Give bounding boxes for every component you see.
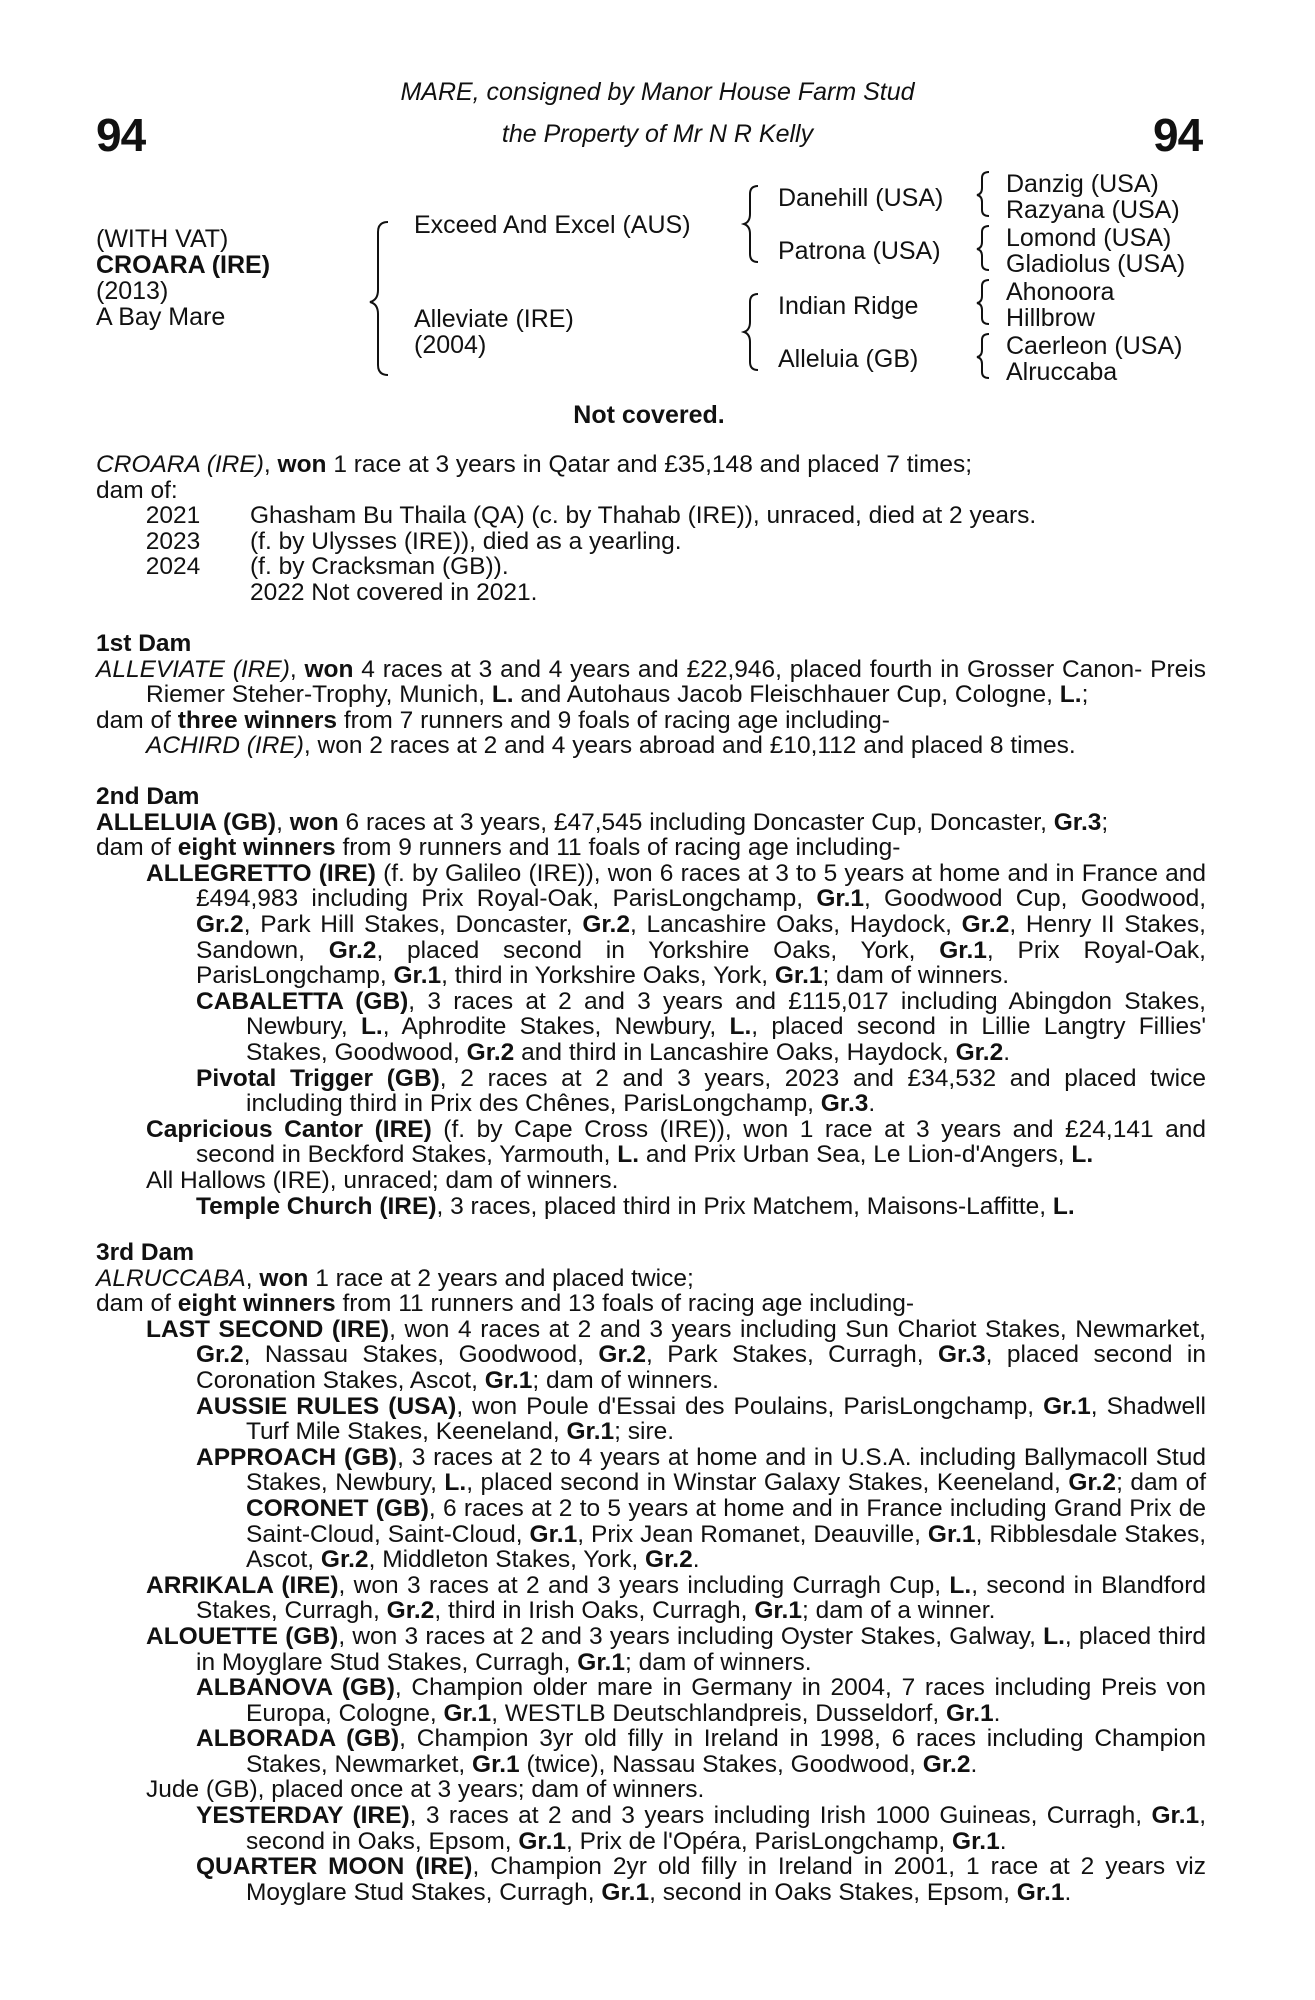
property-line: the Property of Mr N R Kelly [501, 120, 814, 148]
ped-sds: Lomond (USA) [1006, 224, 1172, 252]
brace-sire [744, 186, 758, 262]
progeny-allegretto: ALLEGRETTO (IRE) (f. by Galileo (IRE)), won 6 races at 3 to 5 years at home and in France and £494,983 including Prix Royal-Oak, ParisLongchamp, Gr.1, Goodwood Cup, Goodwood, Gr.2, Park Hill Stakes, Doncaster, Gr.2, Lancashire Oaks, Haydock, Gr.2, Henry II Stakes, Sandown, Gr.2, placed second in Yorkshire Oaks, York, Gr.1, Prix Royal-Oak, ParisLongchamp, Gr.1, third in Yorkshire Oaks, York, Gr.1; dam of winners. [146, 859, 1207, 990]
mare-name: CROARA (IRE) [96, 451, 264, 478]
progeny-all-hallows: All Hallows (IRE), unraced; dam of winners. [146, 1166, 619, 1194]
ped-sss: Danzig (USA) [1006, 170, 1159, 198]
progeny-last-second: LAST SECOND (IRE), won 4 races at 2 and 3 years including Sun Chariot Stakes, Newmarket, Gr.2, Nassau Stakes, Goodwood, Gr.2, Park Stakes, Curragh, Gr.3, placed second in Coronation Stakes, Ascot, Gr.1; dam of winners. [146, 1315, 1206, 1394]
dam-year: (2004) [414, 331, 487, 359]
mare-record-text: 1 race at 3 years in Qatar and £35,148 and placed 7 times; [326, 451, 973, 478]
progeny-yesterday: YESTERDAY (IRE), 3 races at 2 and 3 years including Irish 1000 Guineas, Curragh, Gr.1, second in Oaks, Epsom, Gr.1, Prix de l'Opéra, ParisLongchamp, Gr.1. [196, 1802, 1206, 1855]
progeny-alouette: ALOUETTE (GB), won 3 races at 2 and 3 years including Oyster Stakes, Galway, L., placed third in Moyglare Stud Stakes, Curragh, Gr.1; dam of winners. [146, 1622, 1206, 1676]
ped-sdd: Gladiolus (USA) [1006, 250, 1186, 278]
ped-dss: Ahonoora [1006, 278, 1115, 306]
sire-dam: Patrona (USA) [778, 237, 941, 265]
horse-description: A Bay Mare [96, 303, 226, 331]
progeny-temple-church: Temple Church (IRE), 3 races, placed third in Prix Matchem, Maisons-Laffitte, L. [196, 1192, 1075, 1220]
progeny-aussie-rules: AUSSIE RULES (USA), won Poule d'Essai des Poulains, ParisLongchamp, Gr.1, Shadwell Turf Mile Stakes, Keeneland, Gr.1; sire. [196, 1392, 1206, 1446]
produce-row: 2021 Ghasham Bu Thaila (QA) (c. by Thahab (IRE)), unraced, died at 2 years. [145, 502, 1037, 530]
produce-row: 2024 (f. by Cracksman (GB)). [145, 553, 509, 581]
vat-note: (WITH VAT) [96, 225, 229, 253]
progeny-quarter-moon: QUARTER MOON (IRE), Champion 2yr old filly in Ireland in 2001, 1 race at 2 years viz Moyglare Stud Stakes, Curragh, Gr.1, second in Oaks Stakes, Epsom, Gr.1. [196, 1853, 1207, 1906]
horse-year: (2013) [96, 277, 169, 305]
lot-number-right: 94 [1153, 109, 1203, 161]
produce-row: 2022 Not covered in 2021. [250, 578, 538, 606]
second-dam-title: 2nd Dam [96, 783, 200, 810]
sire: Exceed And Excel (AUS) [414, 211, 691, 239]
brace-patrona [977, 226, 989, 270]
progeny-albanova: ALBANOVA (GB), Champion older mare in Germany in 2004, 7 races including Preis von Europa, Cologne, Gr.1, WESTLB Deutschlandpreis, Dusseldorf, Gr.1. [196, 1674, 1206, 1727]
dam-dam: Alleluia (GB) [778, 345, 919, 373]
horse-name: CROARA (IRE) [96, 251, 271, 279]
lot-number-left: 94 [96, 109, 146, 161]
ped-dds: Caerleon (USA) [1006, 332, 1183, 360]
progeny-approach: APPROACH (GB), 3 races at 2 to 4 years at home and in U.S.A. including Ballymacoll Stud Stakes, Newbury, L., placed second in Winstar Galaxy Stakes, Keeneland, Gr.2; dam of CORONET (GB), 6 races at 2 to 5 years at home and in France including Grand Prix de Saint-Cloud, Saint-Cloud, Gr.1, Prix Jean Romanet, Deauville, Gr.1, Ribblesdale Stakes, Ascot, Gr.2, Middleton Stakes, York, Gr.2. [196, 1443, 1207, 1574]
dam-sire: Indian Ridge [778, 292, 919, 320]
progeny-cabaletta: CABALETTA (GB), 3 races at 2 and 3 years and £115,017 including Abingdon Stakes, Newbury, L., Aphrodite Stakes, Newbury, L., placed second in Lillie Langtry Fillies' Stakes, Goodwood, Gr.2 and third in Lancashire Oaks, Haydock, Gr.2. [196, 987, 1207, 1066]
third-dam-section: 3rd Dam ALRUCCABA, won 1 race at 2 years and placed twice; dam of eight winners from 11 runners and 13 foals of racing age including- LAST SECOND (IRE), won 4 races at 2 and 3 years including Sun Chariot Stakes, Newmarket, Gr.2, Nassau Stakes, Goodwood, Gr.2, Park Stakes, Curragh, Gr.3, placed second in Coronation Stakes, Ascot, Gr.1; dam of winners. AUSSIE RULES (USA), won Poule d'Essai des Poulains, ParisLongchamp, Gr.1, Shadwell Turf Mile Stakes, Keeneland, Gr.1; sire. APPROACH (GB), 3 races at 2 to 4 years at home and in U.S.A. including Ballymacoll Stud Stakes, Newbury, L., placed second in Winstar Galaxy Stakes, Keeneland, Gr.2; dam of CORONET (GB), 6 races at 2 to 5 years at home and in France including Grand Prix de Saint-Cloud, Saint-Cloud, Gr.1, Prix Jean Romanet, Deauville, Gr.1, Ribblesdale Stakes, Ascot, Gr.2, Middleton Stakes, York, Gr.2. ARRIKALA (IRE), won 3 races at 2 and 3 years including Curragh Cup, L., second in Blandford Stakes, Curragh, Gr.2, third in Irish Oaks, Curragh, Gr.1; dam of a winner. ALOUETTE (GB), won 3 races at 2 and 3 years including Oyster Stakes, Galway, L., placed third in Moyglare Stud Stakes, Curragh, Gr.1; dam of winners. ALBANOVA (GB), Champion older mare in Germany in 2004, 7 races including Preis von Europa, Cologne, Gr.1, WESTLB Deutschlandpreis, Dusseldorf, Gr.1. ALBORADA (GB), Champion 3yr old filly in Ireland in 1998, 6 races including Champion Stakes, Newmarket, Gr.1 (twice), Nassau Stakes, Goodwood, Gr.2. Jude (GB), placed once at 3 years; dam of winners. YESTERDAY (IRE), 3 races at 2 and 3 years including Irish 1000 Guineas, Curragh, Gr.1, second in Oaks, Epsom, Gr.1, Prix de l'Opéra, ParisLongchamp, Gr.1. QUARTER MOON (IRE), Champion 2yr old filly in Ireland in 2001, 1 race at 2 years viz Moyglare Stud Stakes, Curragh, Gr.1, second in Oaks Stakes, Epsom, Gr.1. [96, 1239, 1207, 1906]
brace-main [370, 222, 388, 375]
third-dam-title: 3rd Dam [96, 1239, 195, 1266]
covering-status: Not covered. [573, 401, 725, 429]
brace-dam [744, 294, 758, 370]
second-dam-section: 2nd Dam ALLELUIA (GB), won 6 races at 3 years, £47,545 including Doncaster Cup, Doncaster, Gr.3; dam of eight winners from 9 runners and 11 foals of racing age including- ALLEGRETTO (IRE) (f. by Galileo (IRE)), won 6 races at 3 to 5 years at home and in France and £494,983 including Prix Royal-Oak, ParisLongchamp, Gr.1, Goodwood Cup, Goodwood, Gr.2, Park Hill Stakes, Doncaster, Gr.2, Lancashire Oaks, Haydock, Gr.2, Henry II Stakes, Sandown, Gr.2, placed second in Yorkshire Oaks, York, Gr.1, Prix Royal-Oak, ParisLongchamp, Gr.1, third in Yorkshire Oaks, York, Gr.1; dam of winners. CABALETTA (GB), 3 races at 2 and 3 years and £115,017 including Abingdon Stakes, Newbury, L., Aphrodite Stakes, Newbury, L., placed second in Lillie Langtry Fillies' Stakes, Goodwood, Gr.2 and third in Lancashire Oaks, Haydock, Gr.2. Pivotal Trigger (GB), 2 races at 2 and 3 years, 2023 and £34,532 and placed twice including third in Prix des Chênes, ParisLongchamp, Gr.3. Capricious Cantor (IRE) (f. by Cape Cross (IRE)), won 1 race at 3 years and £24,141 and second in Beckford Stakes, Yarmouth, L. and Prix Urban Sea, Le Lion-d'Angers, L. All Hallows (IRE), unraced; dam of winners. Temple Church (IRE), 3 races, placed third in Prix Matchem, Maisons-Laffitte, L. [96, 783, 1207, 1220]
first-dam-title: 1st Dam [96, 630, 192, 657]
consignor-line: MARE, consigned by Manor House Farm Stud [400, 78, 915, 106]
progeny-capricious-cantor: Capricious Cantor (IRE) (f. by Cape Cross (IRE)), won 1 race at 3 years and £24,141 and second in Beckford Stakes, Yarmouth, L. and Prix Urban Sea, Le Lion-d'Angers, L. [146, 1115, 1206, 1169]
progeny-jude: Jude (GB), placed once at 3 years; dam of winners. [146, 1776, 705, 1804]
progeny-alborada: ALBORADA (GB), Champion 3yr old filly in Ireland in 1998, 6 races including Champion Stakes, Newmarket, Gr.1 (twice), Nassau Stakes, Goodwood, Gr.2. [196, 1725, 1206, 1778]
mare-record: CROARA (IRE), won 1 race at 3 years in Qatar and £35,148 and placed 7 times; dam of: 2021 Ghasham Bu Thaila (QA) (c. by Thahab (IRE)), unraced, died at 2 years. 2023 (f. by Ulysses (IRE)), died as a yearling. 2024 (f. by Cracksman (GB)). 2022 Not covered in 2021. [96, 452, 1206, 606]
ped-ssd: Razyana (USA) [1006, 196, 1180, 224]
dam: Alleviate (IRE) [414, 305, 574, 333]
ped-ddd: Alruccaba [1006, 358, 1118, 386]
mare-won: won [277, 451, 327, 478]
brace-danehill [977, 172, 989, 216]
first-dam-section: 1st Dam ALLEVIATE (IRE), won 4 races at 3 and 4 years and £22,946, placed fourth in Grosser Canon- Preis Riemer Steher-Trophy, Munich, L. and Autohaus Jacob Fleischhauer Cup, Cologne, L.; dam of three winners from 7 runners and 9 foals of racing age including- ACHIRD (IRE), won 2 races at 2 and 4 years abroad and £10,112 and placed 8 times. [96, 630, 1206, 760]
produce-row: 2023 (f. by Ulysses (IRE)), died as a yearling. [145, 527, 682, 555]
ped-dsd: Hillbrow [1006, 304, 1095, 332]
brace-indian-ridge [977, 280, 989, 324]
dam-of-label: dam of: [96, 476, 178, 504]
progeny-arrikala: ARRIKALA (IRE), won 3 races at 2 and 3 years including Curragh Cup, L., second in Blandford Stakes, Curragh, Gr.2, third in Irish Oaks, Curragh, Gr.1; dam of a winner. [146, 1571, 1206, 1625]
progeny-pivotal-trigger: Pivotal Trigger (GB), 2 races at 2 and 3 years, 2023 and £34,532 and placed twice including third in Prix des Chênes, ParisLongchamp, Gr.3. [196, 1064, 1206, 1118]
sire-sire: Danehill (USA) [778, 184, 944, 212]
brace-alleluia [977, 334, 989, 378]
